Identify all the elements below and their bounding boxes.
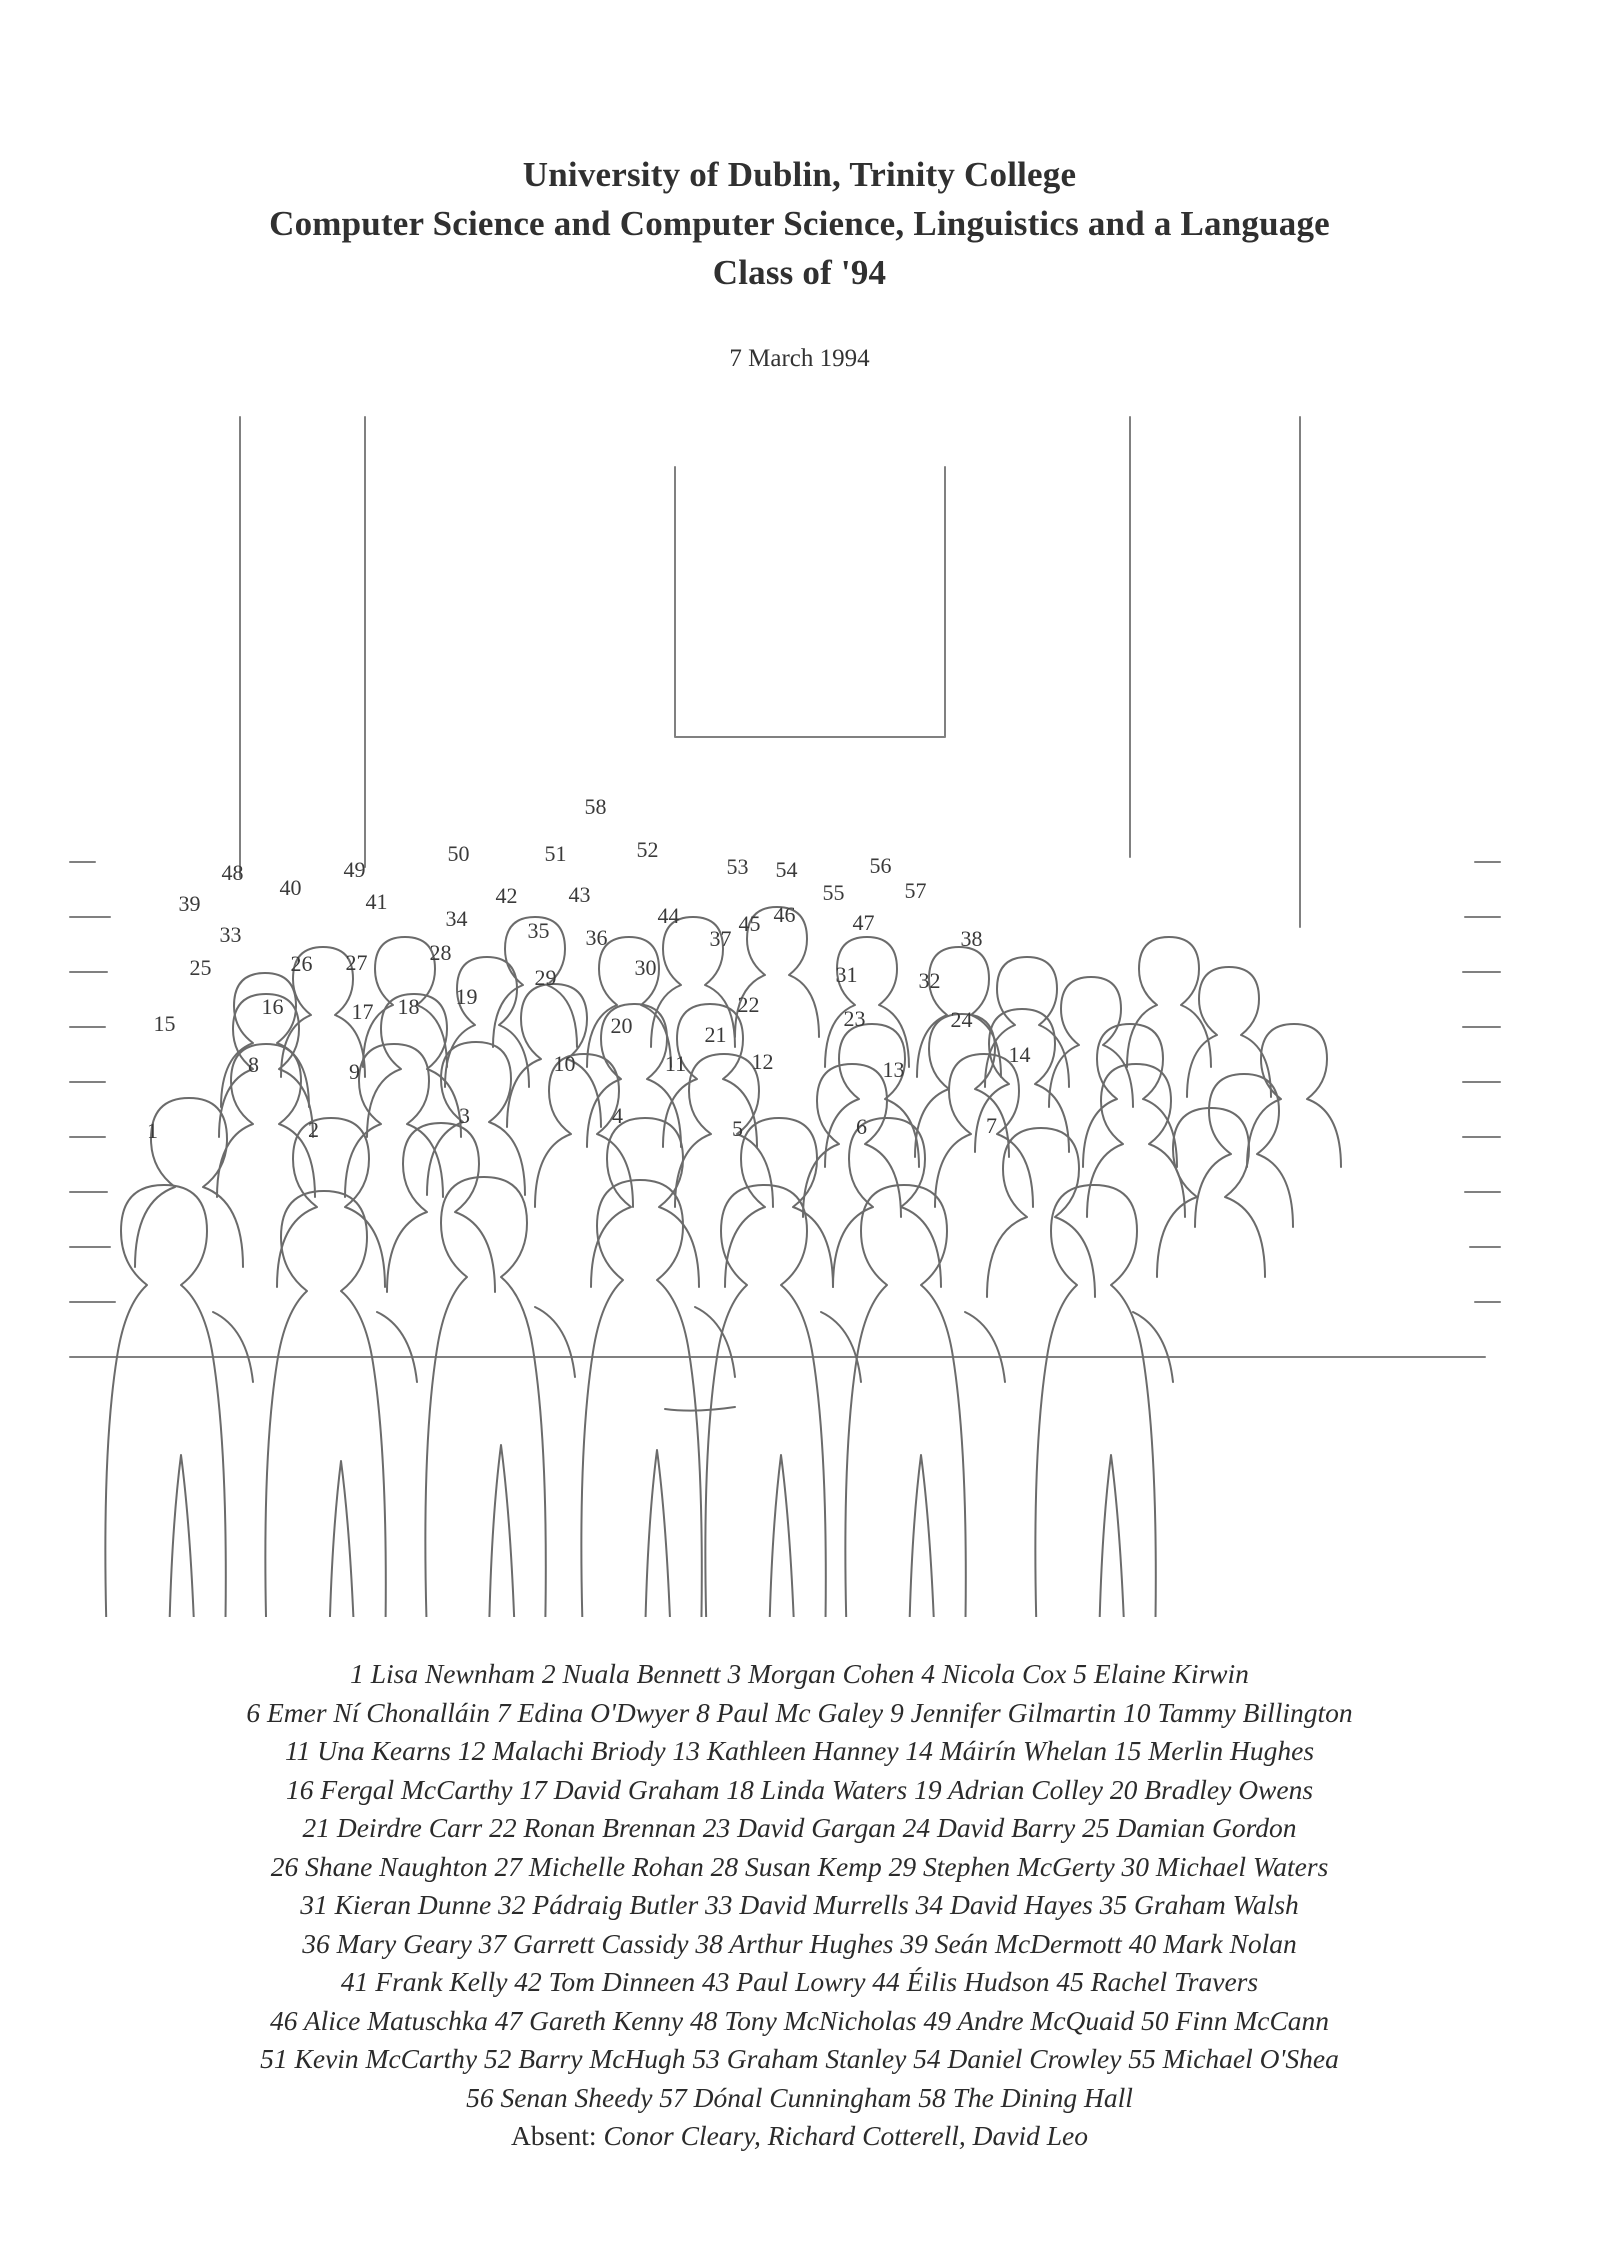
person-number: 44 bbox=[657, 903, 680, 928]
person-number: 52 bbox=[636, 837, 659, 862]
person-number: 17 bbox=[351, 999, 374, 1024]
person-number: 25 bbox=[189, 955, 212, 980]
person-number: 39 bbox=[178, 891, 201, 916]
person-number: 14 bbox=[1008, 1042, 1031, 1067]
person-number: 57 bbox=[904, 878, 927, 903]
key-line: 21 Deirdre Carr 22 Ronan Brennan 23 David Gargan 24 David Barry 25 Damian Gordon bbox=[302, 1812, 1297, 1843]
person-number: 9 bbox=[349, 1059, 360, 1084]
person-number: 35 bbox=[527, 918, 550, 943]
person-number: 28 bbox=[429, 940, 452, 965]
key-line: 6 Emer Ní Chonalláin 7 Edina O'Dwyer 8 Paul Mc Galey 9 Jennifer Gilmartin 10 Tammy Billington bbox=[246, 1696, 1353, 1728]
key-line: 1 Lisa Newnham 2 Nuala Bennett 3 Morgan Cohen 4 Nicola Cox 5 Elaine Kirwin bbox=[350, 1658, 1249, 1689]
person-number: 26 bbox=[290, 951, 313, 976]
person-number: 42 bbox=[495, 883, 518, 908]
person-number: 24 bbox=[950, 1007, 973, 1032]
person-number: 5 bbox=[732, 1116, 743, 1141]
location-number: 58 bbox=[584, 794, 607, 819]
person-number: 3 bbox=[459, 1103, 470, 1128]
person-number: 29 bbox=[534, 965, 557, 990]
person-number: 49 bbox=[343, 857, 366, 882]
person-number: 19 bbox=[455, 984, 478, 1009]
person-number: 32 bbox=[918, 968, 941, 993]
title-line-2: Computer Science and Computer Science, Linguistics and a Language bbox=[269, 204, 1330, 243]
person-number: 16 bbox=[261, 994, 284, 1019]
absent-names: Conor Cleary, Richard Cotterell, David Leo bbox=[603, 2120, 1088, 2151]
key-line: 51 Kevin McCarthy 52 Barry McHugh 53 Graham Stanley 54 Daniel Crowley 55 Michael O'Shea bbox=[260, 2043, 1339, 2074]
person-number: 36 bbox=[585, 925, 608, 950]
person-number: 4 bbox=[612, 1103, 623, 1128]
key-line: 26 Shane Naughton 27 Michelle Rohan 28 Susan Kemp 29 Stephen McGerty 30 Michael Waters bbox=[270, 1850, 1329, 1882]
person-number: 45 bbox=[738, 911, 761, 936]
person-number: 54 bbox=[775, 857, 798, 882]
person-number: 40 bbox=[279, 875, 302, 900]
key-line: 46 Alice Matuschka 47 Gareth Kenny 48 Tony McNicholas 49 Andre McQuaid 50 Finn McCann bbox=[269, 2004, 1330, 2036]
photo-date: 7 March 1994 bbox=[729, 345, 870, 372]
person-number: 50 bbox=[447, 841, 470, 866]
person-number: 38 bbox=[960, 926, 983, 951]
absent-line bbox=[0, 2117, 1599, 2156]
key-line: 36 Mary Geary 37 Garrett Cassidy 38 Arthur Hughes 39 Seán McDermott 40 Mark Nolan bbox=[302, 1927, 1297, 1959]
person-number: 18 bbox=[397, 994, 420, 1019]
key-line: 41 Frank Kelly 42 Tom Dinneen 43 Paul Lowry 44 Éilis Hudson 45 Rachel Travers bbox=[340, 1966, 1259, 1997]
person-number: 33 bbox=[219, 922, 242, 947]
person-number: 48 bbox=[221, 860, 244, 885]
person-number: 56 bbox=[869, 853, 892, 878]
title-line-3: Class of '94 bbox=[712, 253, 887, 292]
person-number: 7 bbox=[986, 1113, 997, 1138]
person-number: 15 bbox=[153, 1011, 176, 1036]
key-line: 56 Senan Sheedy 57 Dónal Cunningham 58 The Dining Hall bbox=[466, 2081, 1133, 2113]
person-number: 1 bbox=[147, 1118, 158, 1143]
person-number: 12 bbox=[751, 1049, 774, 1074]
page-header bbox=[0, 0, 1599, 373]
person-number: 43 bbox=[568, 882, 591, 907]
person-number: 2 bbox=[308, 1117, 319, 1142]
person-number: 10 bbox=[553, 1051, 576, 1076]
person-number: 46 bbox=[773, 902, 796, 927]
person-number: 31 bbox=[835, 962, 858, 987]
key-line: 16 Fergal McCarthy 17 David Graham 18 Linda Waters 19 Adrian Colley 20 Bradley Owens bbox=[285, 1773, 1314, 1805]
person-number: 20 bbox=[610, 1013, 633, 1038]
class-photo-diagram bbox=[35, 407, 1565, 1617]
person-number: 13 bbox=[882, 1057, 905, 1082]
absent-label: Absent: bbox=[511, 2120, 597, 2151]
person-number: 34 bbox=[445, 906, 468, 931]
person-number: 11 bbox=[664, 1051, 687, 1076]
key-line: 11 Una Kearns 12 Malachi Briody 13 Kathleen Hanney 14 Máirín Whelan 15 Merlin Hughes bbox=[284, 1735, 1315, 1766]
person-number: 53 bbox=[726, 854, 749, 879]
person-number: 37 bbox=[709, 926, 732, 951]
key-line: 31 Kieran Dunne 32 Pádraig Butler 33 David Murrells 34 David Hayes 35 Graham Walsh bbox=[300, 1889, 1299, 1920]
person-number: 8 bbox=[248, 1052, 259, 1077]
person-number: 51 bbox=[544, 841, 567, 866]
person-number: 21 bbox=[704, 1022, 727, 1047]
person-number: 27 bbox=[345, 950, 368, 975]
person-number: 55 bbox=[822, 880, 845, 905]
person-number: 6 bbox=[856, 1114, 867, 1139]
person-number: 47 bbox=[852, 910, 875, 935]
person-number: 30 bbox=[634, 955, 657, 980]
title-line-1: University of Dublin, Trinity College bbox=[522, 155, 1077, 194]
person-number: 23 bbox=[843, 1006, 866, 1031]
person-number: 41 bbox=[365, 889, 388, 914]
photo-key-legend bbox=[0, 1655, 1599, 2156]
person-number: 22 bbox=[737, 992, 760, 1017]
